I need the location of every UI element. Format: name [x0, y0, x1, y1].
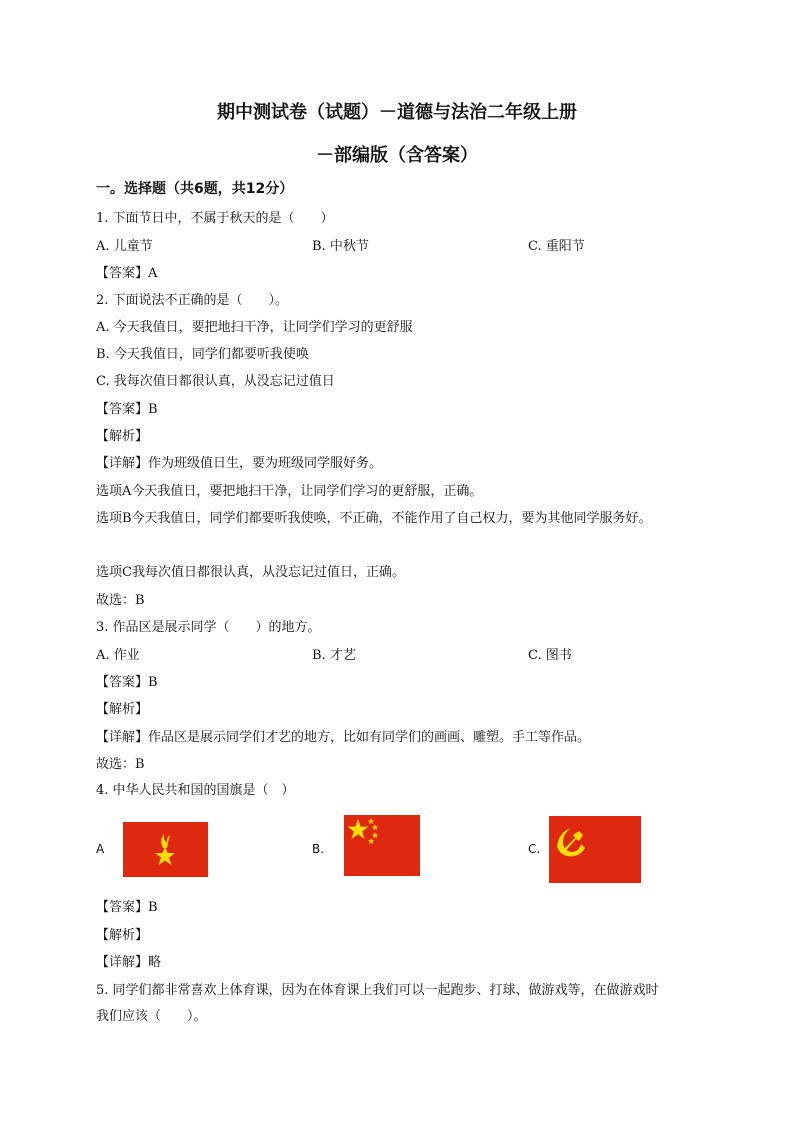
- q1-option-c: C. 重阳节: [528, 239, 585, 254]
- q3-stem: 3. 作品区是展示同学（ ）的地方。: [96, 620, 321, 635]
- q2-note-b: 选项B今天我值日，同学们都要听我使唤，不正确，不能作用了自己权力，要为其他同学服务好。: [96, 511, 652, 526]
- q1-stem: 1. 下面节日中，不属于秋天的是（ ）: [96, 211, 334, 226]
- q4-option-b-label: B.: [312, 842, 325, 856]
- page-title-line1: 期中测试卷（试题）－道德与法治二年级上册: [217, 102, 577, 123]
- q4-stem: 4. 中华人民共和国的国旗是（ ）: [96, 783, 295, 798]
- q2-option-b: B. 今天我值日，同学们都要听我使唤: [96, 347, 309, 362]
- q5-stem-line2: 我们应该（ ）。: [96, 1009, 207, 1024]
- q4-option-c-label: C.: [528, 842, 541, 856]
- flag-b-background: [344, 815, 420, 876]
- page-title-line2: －部编版（含答案）: [316, 145, 478, 166]
- q2-option-c: C. 我每次值日都很认真，从没忘记过值日: [96, 374, 335, 389]
- q4-option-a-label: A: [96, 842, 105, 856]
- q3-choice: 故选：B: [96, 757, 145, 772]
- q2-detail: 【详解】作为班级值日生，要为班级同学服好务。: [96, 456, 383, 471]
- q2-choice: 故选：B: [96, 593, 145, 608]
- q3-option-a: A. 作业: [96, 648, 140, 663]
- q1-option-b: B. 中秋节: [312, 239, 369, 254]
- party-flag-image: [549, 816, 641, 883]
- q3-option-b: B. 才艺: [312, 648, 356, 663]
- china-national-flag-image: [344, 815, 420, 876]
- q4-analysis: 【解析】: [96, 928, 149, 943]
- q2-note-a: 选项A今天我值日，要把地扫干净，让同学们学习的更舒服，正确。: [96, 484, 483, 499]
- q3-analysis: 【解析】: [96, 702, 149, 717]
- q2-answer: 【答案】B: [96, 402, 158, 417]
- q2-option-a: A. 今天我值日，要把地扫干净，让同学们学习的更舒服: [96, 320, 413, 335]
- q2-analysis: 【解析】: [96, 429, 149, 444]
- q2-stem: 2. 下面说法不正确的是（ ）。: [96, 293, 289, 308]
- youth-pioneer-flag-image: [123, 822, 208, 877]
- q3-option-c: C. 图书: [528, 648, 572, 663]
- q2-note-c: 选项C我每次值日都很认真，从没忘记过值日，正确。: [96, 565, 405, 580]
- q4-answer: 【答案】B: [96, 900, 158, 915]
- q4-detail: 【详解】略: [96, 955, 162, 970]
- q3-detail: 【详解】作品区是展示同学们才艺的地方，比如有同学们的画画、雕塑。手工等作品。: [96, 730, 591, 745]
- q1-answer: 【答案】A: [96, 266, 158, 281]
- section-heading: 一。选择题（共6题，共12分）: [96, 181, 294, 197]
- q5-stem-line1: 5. 同学们都非常喜欢上体育课，因为在体育课上我们可以一起跑步、打球、做游戏等，在做游戏时: [96, 983, 659, 998]
- q1-option-a: A. 儿童节: [96, 239, 153, 254]
- q3-answer: 【答案】B: [96, 675, 158, 690]
